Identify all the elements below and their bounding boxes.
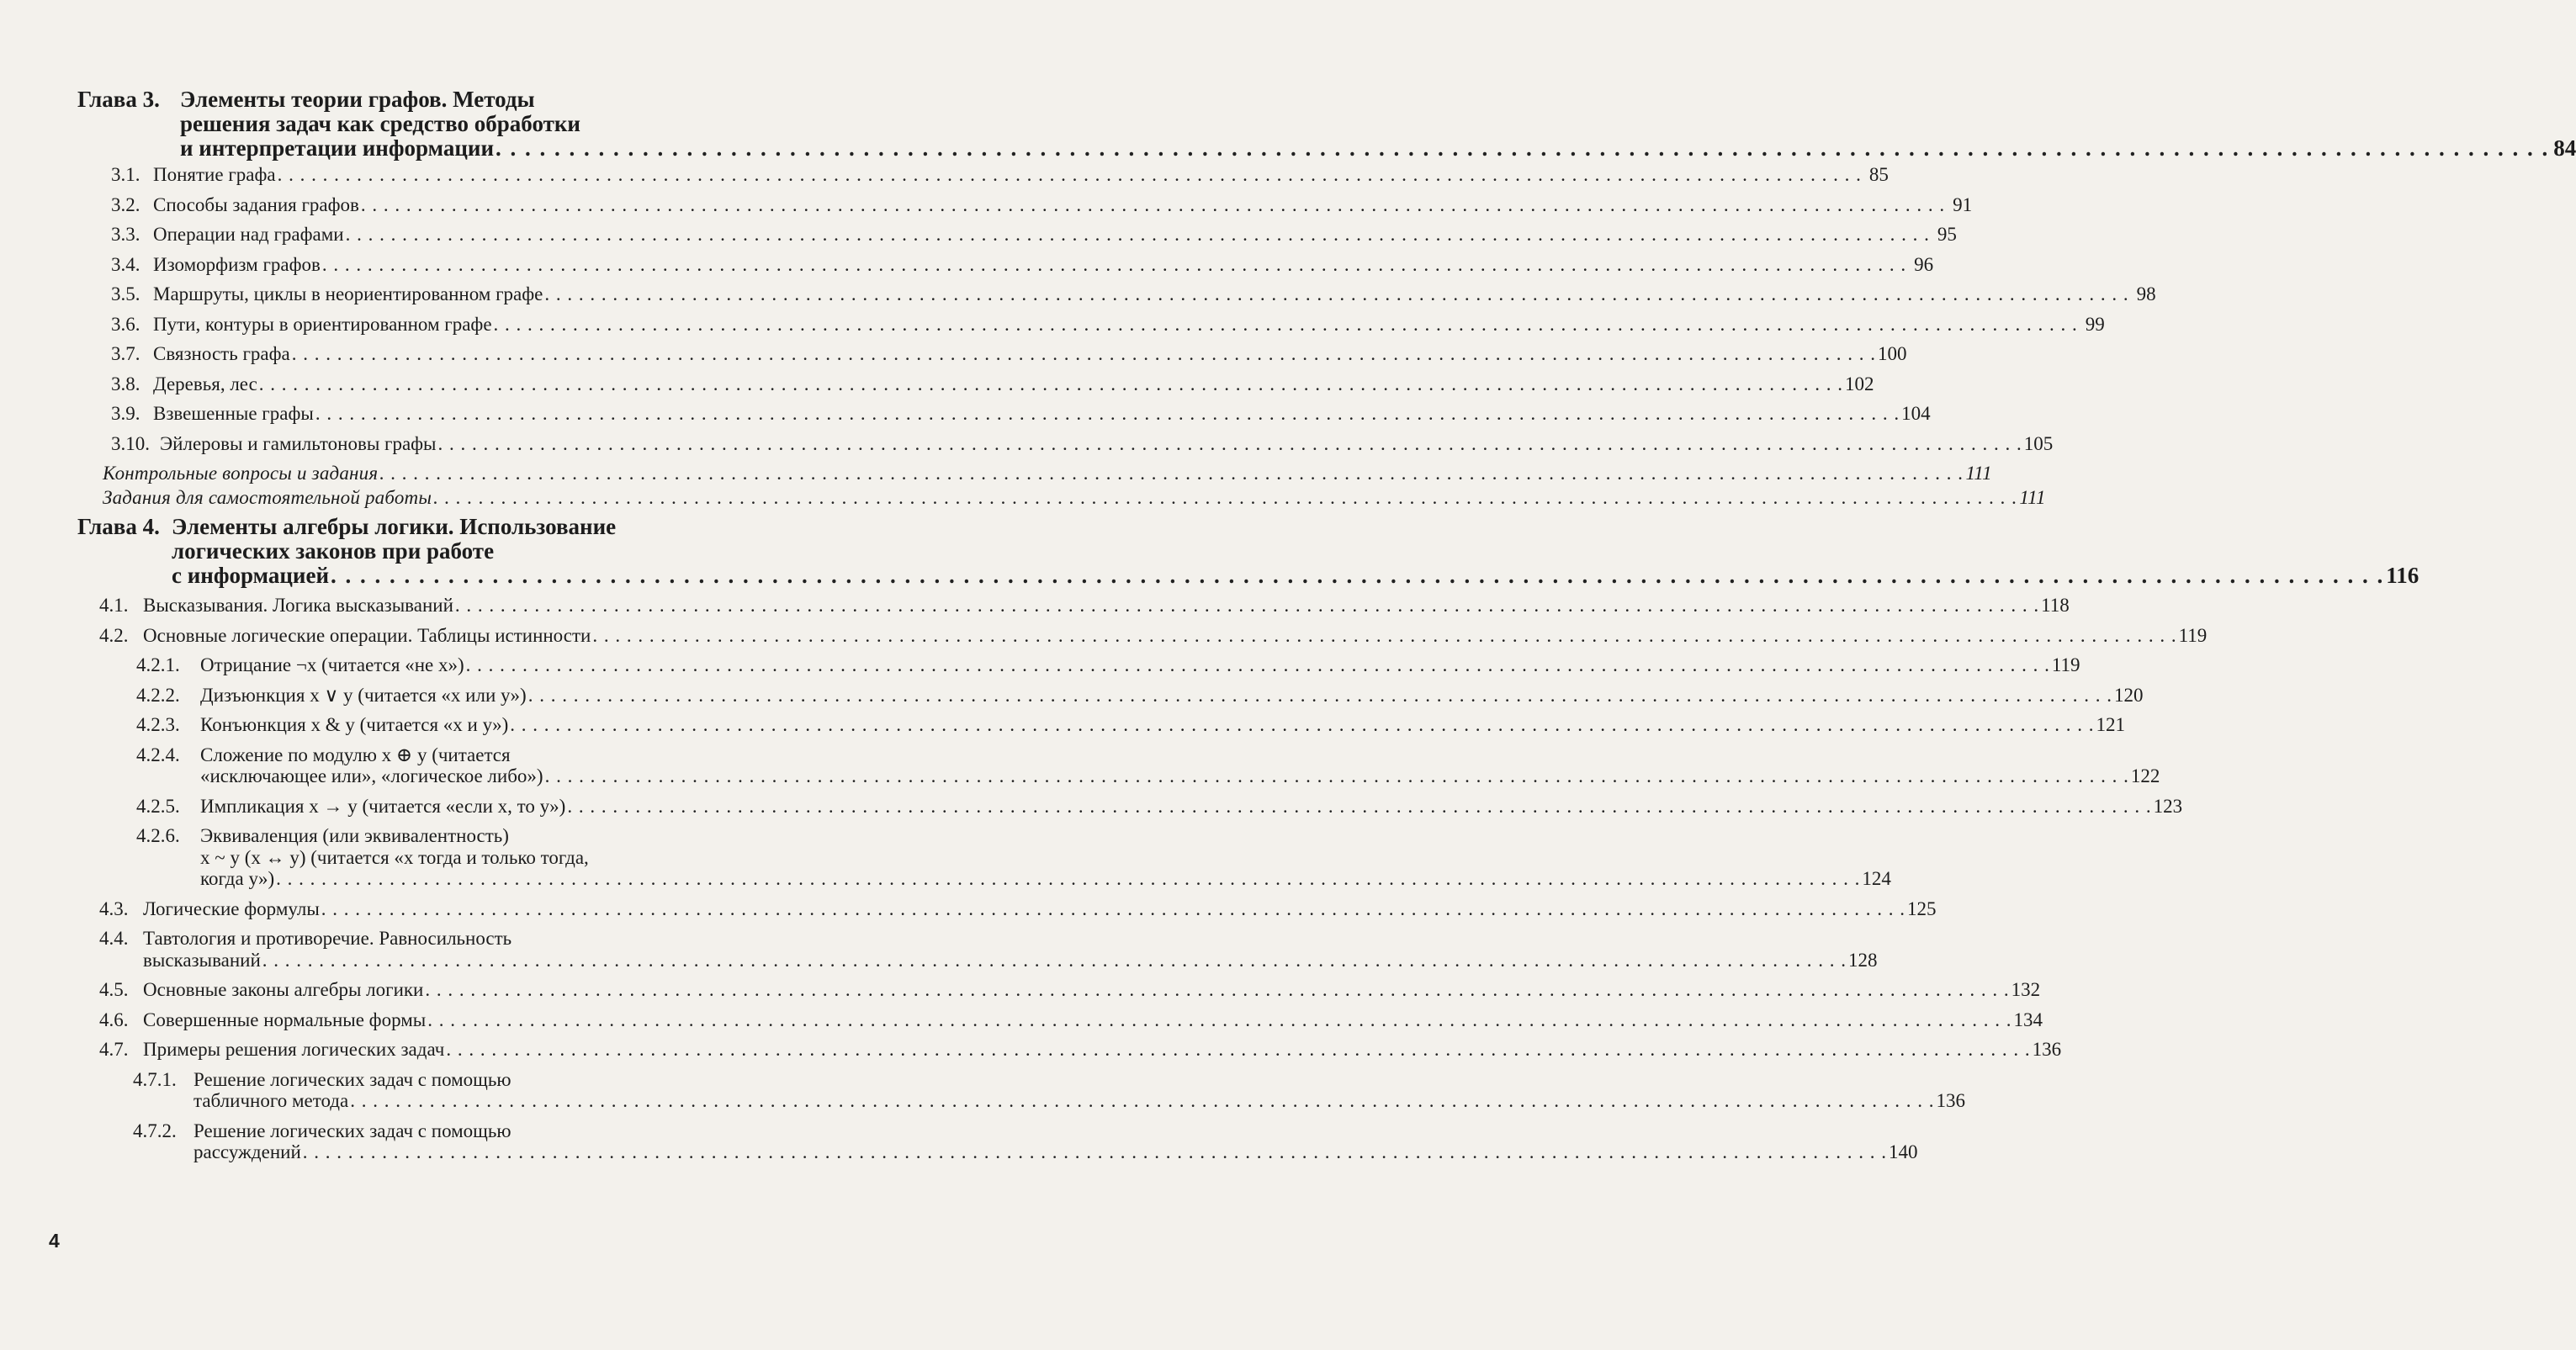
page-ref: 105 bbox=[2023, 432, 2054, 454]
dot-leader bbox=[292, 343, 1876, 365]
section-title: Отрицание ¬x (читается «не x») bbox=[200, 654, 464, 675]
section-title: Конъюнкция x & y (читается «x и y») bbox=[200, 714, 509, 735]
page-ref: 85 bbox=[1868, 164, 1889, 185]
dot-leader bbox=[544, 283, 2128, 305]
dot-leader bbox=[262, 950, 1847, 971]
dot-leader bbox=[278, 164, 1862, 186]
section-title: Способы задания графов bbox=[153, 193, 359, 215]
toc-entry-questions bbox=[77, 463, 1992, 484]
toc-entry bbox=[77, 432, 2054, 455]
page-ref: 91 bbox=[1953, 193, 1973, 215]
dot-leader bbox=[567, 796, 2151, 818]
section-title: Основные законы алгебры логики bbox=[143, 979, 424, 1000]
toc-subentry bbox=[77, 795, 2183, 818]
chapter-title-line: Элементы алгебры логики. Использование bbox=[172, 514, 617, 539]
dot-leader bbox=[346, 224, 1930, 246]
toc-entry bbox=[77, 624, 2208, 647]
page-ref: 125 bbox=[1907, 897, 1937, 919]
section-number: 4.7.1. bbox=[133, 1068, 177, 1090]
section-title: Деревья, лес bbox=[153, 373, 257, 394]
chapter-title-line: решения задач как средство обработки bbox=[180, 111, 580, 136]
section-number: 3.5. bbox=[111, 283, 140, 304]
dot-leader bbox=[331, 564, 2384, 588]
dot-leader bbox=[361, 194, 1945, 216]
table-of-contents bbox=[77, 87, 2576, 1172]
section-title: Совершенные нормальные формы bbox=[143, 1009, 427, 1030]
page-ref: 120 bbox=[2113, 684, 2144, 706]
chapter-label: Глава 3. bbox=[77, 87, 160, 112]
chapter-label: Глава 4. bbox=[77, 514, 160, 539]
page-ref: 136 bbox=[1936, 1090, 1965, 1111]
toc-entry bbox=[77, 979, 2041, 1001]
page-ref: 136 bbox=[2032, 1039, 2062, 1060]
section-title: когда y») bbox=[200, 868, 275, 889]
dot-leader bbox=[276, 868, 1860, 890]
chapter-title-line: логических законов при работе bbox=[172, 538, 495, 564]
toc-entry bbox=[77, 403, 1931, 425]
toc-subentry bbox=[77, 744, 2160, 787]
toc-entry bbox=[77, 1039, 2062, 1061]
section-title: Эквиваленция (или эквивалентность) bbox=[200, 825, 509, 846]
section-number: 4.2. bbox=[99, 624, 129, 646]
section-number: 3.3. bbox=[111, 224, 140, 245]
section-title: рассуждений bbox=[193, 1141, 301, 1162]
section-title: высказываний bbox=[143, 949, 261, 971]
section-number: 3.10. bbox=[111, 432, 150, 454]
section-number: 3.1. bbox=[111, 164, 140, 185]
toc-entry bbox=[77, 928, 1878, 971]
toc-entry bbox=[77, 595, 2070, 617]
section-number: 4.4. bbox=[99, 928, 129, 949]
toc-entry bbox=[77, 897, 1937, 920]
section-title: Операции над графами bbox=[153, 224, 344, 245]
dot-leader bbox=[322, 254, 1906, 276]
section-title: Изоморфизм графов bbox=[153, 253, 321, 275]
section-title: Основные логические операции. Таблицы истинности bbox=[143, 624, 591, 646]
toc-subentry bbox=[77, 1068, 1965, 1112]
page-ref: 102 bbox=[1845, 373, 1874, 394]
section-number: 3.4. bbox=[111, 253, 140, 275]
dot-leader bbox=[592, 625, 2176, 647]
dot-leader bbox=[545, 765, 2129, 787]
page-ref: 123 bbox=[2153, 795, 2183, 817]
dot-leader bbox=[425, 979, 2009, 1001]
section-title: Пути, контуры в ориентированном графе bbox=[153, 313, 492, 335]
section-number: 4.6. bbox=[99, 1009, 129, 1030]
dot-leader bbox=[321, 898, 1905, 920]
dot-leader bbox=[303, 1141, 1887, 1163]
toc-subentry bbox=[77, 1120, 1918, 1163]
page-ref: 134 bbox=[2013, 1009, 2043, 1030]
page-ref: 104 bbox=[1901, 403, 1931, 424]
page-ref: 122 bbox=[2130, 765, 2160, 786]
section-title: Сложение по модулю x ⊕ y (читается bbox=[200, 744, 511, 765]
section-title: Логические формулы bbox=[143, 897, 320, 919]
section-number: 4.7.2. bbox=[133, 1120, 177, 1141]
page-ref: 124 bbox=[1862, 868, 1891, 889]
section-number: 4.3. bbox=[99, 897, 129, 919]
page-ref: 118 bbox=[2041, 595, 2070, 616]
page-ref: 119 bbox=[2051, 654, 2080, 675]
dot-leader bbox=[438, 433, 2022, 455]
section-title: Контрольные вопросы и задания bbox=[103, 463, 379, 484]
section-title: x ~ y (x ↔ y) (читается «x тогда и только тогда, bbox=[200, 846, 589, 868]
section-title: Эйлеровы и гамильтоновы графы bbox=[160, 432, 437, 454]
section-title: Примеры решения логических задач bbox=[143, 1039, 445, 1060]
toc-entry-exercises bbox=[77, 486, 2046, 509]
dot-leader bbox=[446, 1039, 2030, 1061]
chapter-4-heading bbox=[77, 514, 2420, 588]
section-title: Решение логических задач с помощью bbox=[193, 1068, 511, 1090]
dot-leader bbox=[379, 463, 1964, 484]
toc-entry bbox=[77, 343, 1907, 365]
section-title: Решение логических задач с помощью bbox=[193, 1120, 511, 1141]
page-ref: 95 bbox=[1937, 224, 1957, 245]
toc-entry bbox=[77, 193, 1973, 216]
section-title: табличного метода bbox=[193, 1090, 349, 1111]
page-ref: 116 bbox=[2386, 563, 2420, 588]
section-title: Связность графа bbox=[153, 343, 290, 364]
dot-leader bbox=[528, 685, 2112, 707]
section-number: 3.2. bbox=[111, 193, 140, 215]
section-title: Дизъюнкция x ∨ y (читается «x или y») bbox=[200, 684, 527, 706]
chapter-title-line: с информацией bbox=[172, 563, 329, 588]
toc-subentry bbox=[77, 714, 2126, 736]
page-ref: 111 bbox=[1965, 463, 1992, 484]
page-ref: 100 bbox=[1877, 343, 1907, 364]
section-title: Высказывания. Логика высказываний bbox=[143, 595, 453, 616]
dot-leader bbox=[510, 714, 2094, 736]
section-title: «исключающее или», «логическое либо») bbox=[200, 765, 543, 786]
section-title: Понятие графа bbox=[153, 164, 276, 185]
section-number: 4.5. bbox=[99, 979, 129, 1000]
page-ref: 128 bbox=[1848, 949, 1878, 971]
dot-leader bbox=[466, 654, 2050, 676]
dot-leader bbox=[433, 487, 2017, 509]
toc-entry bbox=[77, 1009, 2043, 1031]
section-number: 4.7. bbox=[99, 1039, 129, 1060]
dot-leader bbox=[496, 136, 2549, 161]
toc-subentry bbox=[77, 654, 2080, 676]
section-number: 3.9. bbox=[111, 403, 140, 424]
chapter-3-heading bbox=[77, 87, 2576, 161]
dot-leader bbox=[259, 373, 1843, 395]
section-number: 4.1. bbox=[99, 595, 129, 616]
toc-entry bbox=[77, 283, 2156, 305]
section-number: 4.2.6. bbox=[136, 825, 180, 846]
section-title: Задания для самостоятельной работы bbox=[103, 486, 432, 508]
chapter-title-line: и интерпретации информации bbox=[180, 135, 495, 161]
page-ref: 132 bbox=[2011, 979, 2041, 1000]
toc-entry bbox=[77, 253, 1934, 276]
toc-entry bbox=[77, 373, 1874, 395]
section-number: 4.2.2. bbox=[136, 684, 180, 706]
section-number: 4.2.3. bbox=[136, 714, 180, 735]
toc-subentry bbox=[77, 684, 2144, 707]
section-title: Маршруты, циклы в неориентированном графе bbox=[153, 283, 543, 304]
dot-leader bbox=[455, 595, 2039, 617]
page-ref: 111 bbox=[2019, 486, 2046, 508]
section-title: Тавтология и противоречие. Равносильность bbox=[143, 928, 512, 949]
page-number: 4 bbox=[49, 1230, 60, 1252]
toc-entry bbox=[77, 164, 1889, 186]
section-number: 4.2.5. bbox=[136, 795, 180, 817]
section-number: 4.2.1. bbox=[136, 654, 180, 675]
page-ref: 84 bbox=[2553, 135, 2576, 161]
toc-subentry bbox=[77, 825, 1891, 890]
section-number: 3.8. bbox=[111, 373, 140, 394]
toc-entry bbox=[77, 224, 1957, 246]
chapter-title-line: Элементы теории графов. Методы bbox=[180, 87, 535, 112]
dot-leader bbox=[494, 314, 2078, 336]
section-title: Взвешенные графы bbox=[153, 403, 314, 424]
section-number: 3.7. bbox=[111, 343, 140, 364]
page-ref: 96 bbox=[1914, 253, 1934, 275]
page-ref: 98 bbox=[2136, 283, 2156, 304]
page-ref: 99 bbox=[2085, 313, 2105, 335]
dot-leader bbox=[315, 403, 1900, 425]
section-number: 3.6. bbox=[111, 313, 140, 335]
section-number: 4.2.4. bbox=[136, 744, 180, 765]
section-title: Импликация x → y (читается «если x, то y») bbox=[200, 795, 566, 817]
toc-entry bbox=[77, 313, 2105, 336]
dot-leader bbox=[350, 1090, 1934, 1112]
page-ref: 121 bbox=[2096, 714, 2126, 735]
page-ref: 119 bbox=[2178, 624, 2208, 646]
page-ref: 140 bbox=[1889, 1141, 1918, 1162]
dot-leader bbox=[427, 1009, 2012, 1031]
